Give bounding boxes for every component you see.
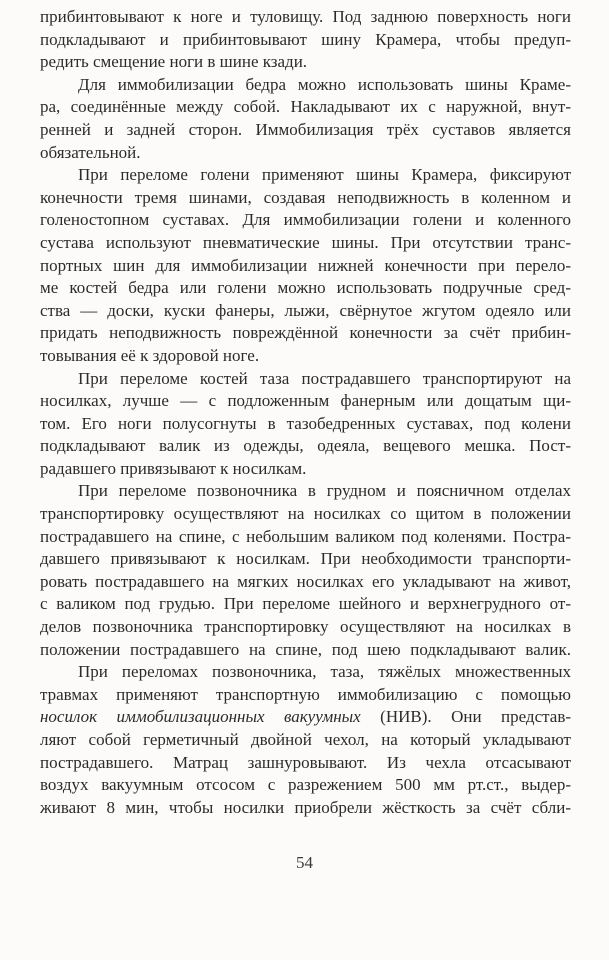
text-line: носилках, лучше — с подложенным фанерным или дощатым щи- [40, 391, 571, 411]
text-line: придать неподвижность повреждённой конечности за счёт прибин- [40, 323, 571, 343]
text-line: ренней и задней сторон. Иммобилизация трёх суставов является [40, 119, 571, 139]
paragraph [40, 661, 571, 819]
text-line: том. Его ноги полусогнуты в тазобедренных суставах, под колени [40, 413, 571, 433]
page-number: 54 [296, 853, 313, 872]
text-line: живают 8 мин, чтобы носилки приобрели жёсткость за счёт сбли- [40, 797, 571, 817]
text-line: положении пострадавшего на спине, под шею подкладывают валик. [40, 639, 571, 659]
paragraph [40, 74, 571, 164]
paragraph [40, 164, 571, 367]
text-line: редить смещение ноги в шине кзади. [40, 52, 308, 72]
paragraph [40, 6, 571, 74]
text-line: прибинтовывают к ноге и туловищу. Под заднюю поверхность ноги [40, 7, 571, 26]
text-line: подкладывают валик из одежды, одеяла, вещевого мешка. Пост- [40, 436, 571, 456]
text-line: делов позвоночника транспортировку осуществляют на носилках в [40, 617, 571, 637]
text-line: портных шин для иммобилизации нижней конечности при перело- [40, 255, 571, 275]
text-line: обязательной. [40, 142, 141, 162]
paragraph [40, 368, 571, 481]
text-line: давшего привязывают к носилкам. При необходимости транспорти- [40, 549, 571, 569]
text-line: товывания её к здоровой ноге. [40, 345, 260, 365]
text-line: Для иммобилизации бедра можно использовать шины Краме- [78, 74, 571, 94]
text-line: пострадавшего. Матрац зашнуровывают. Из чехла отсасывают [40, 752, 571, 772]
text-line: ме костей бедра или голени можно использовать подручные сред- [40, 278, 571, 298]
text-line: При переломе голени применяют шины Крамера, фиксируют [78, 165, 571, 185]
term-suffix: (НИВ). Они представ- [360, 707, 572, 727]
paragraph [40, 480, 571, 661]
italic-term: носилок иммобилизационных вакуумных [40, 707, 361, 727]
text-line: конечности тремя шинами, создавая неподвижность в коленном и [40, 187, 571, 207]
text-line: радавшего привязывают к носилкам. [40, 458, 307, 478]
text-line: При переломе костей таза пострадавшего транспортируют на [78, 368, 571, 388]
page-text [40, 6, 571, 819]
text-line: транспортировку осуществляют на носилках со щитом в положении [40, 504, 571, 524]
text-line: ровать пострадавшего на мягких носилках его укладывают на живот, [40, 571, 571, 591]
text-line: воздух вакуумным отсосом с разрежением 500 мм рт.ст., выдер- [40, 775, 571, 795]
text-line-with-term [40, 706, 571, 729]
text-line: подкладывают и прибинтовывают шину Крамера, чтобы предуп- [40, 29, 571, 49]
text-line: При переломе позвоночника в грудном и поясничном отделах [78, 481, 571, 501]
text-line: сустава используют пневматические шины. При отсутствии транс- [40, 232, 571, 252]
text-line: голеностопном суставах. Для иммобилизации голени и коленного [40, 210, 571, 230]
text-line: с валиком под грудью. При переломе шейного и верхнегрудного от- [40, 594, 571, 614]
text-line: пострадавшего на спине, с небольшим валиком под коленями. Постра- [40, 526, 571, 546]
text-line: травмах применяют транспортную иммобилизацию с помощью [40, 684, 571, 704]
text-line: ства — доски, куски фанеры, лыжи, свёрнутое жгутом одеяло или [40, 300, 571, 320]
text-line: При переломах позвоночника, таза, тяжёлых множественных [78, 662, 571, 682]
text-line: ляют собой герметичный двойной чехол, на который укладывают [40, 730, 571, 749]
text-line: ра, соединённые между собой. Накладывают их с наружной, внут- [40, 97, 571, 117]
